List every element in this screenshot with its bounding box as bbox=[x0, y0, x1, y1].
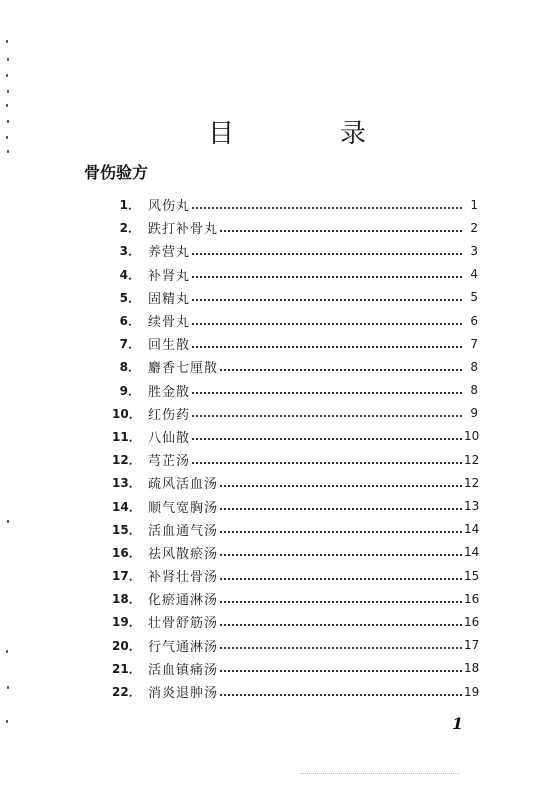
toc-entry[interactable] bbox=[112, 286, 478, 309]
toc-dot-leader bbox=[220, 578, 462, 580]
toc-entry-title: 疏风活血汤 bbox=[148, 477, 219, 493]
toc-entry-page: 15 bbox=[464, 568, 480, 583]
toc-entry-page: 14 bbox=[464, 522, 480, 537]
toc-dot-leader bbox=[220, 647, 462, 649]
toc-entry-page: 7 bbox=[470, 336, 478, 351]
toc-entry-page: 12 bbox=[464, 452, 480, 467]
toc-entry-title: 红伤药 bbox=[148, 407, 191, 423]
toc-entry-title: 祛风散瘀汤 bbox=[148, 546, 219, 562]
toc-entry[interactable] bbox=[112, 309, 478, 332]
toc-entry[interactable] bbox=[112, 564, 478, 587]
toc-dot-leader bbox=[192, 438, 462, 440]
toc-entry-number: 17． bbox=[112, 569, 141, 584]
toc-entry-title: 消炎退肿汤 bbox=[148, 686, 219, 702]
toc-entry-number: 19． bbox=[112, 615, 141, 630]
toc-entry-number: 22． bbox=[112, 685, 141, 700]
toc-entry-page: 2 bbox=[470, 220, 478, 235]
toc-dot-leader bbox=[220, 508, 462, 510]
toc-entry-title: 补肾壮骨汤 bbox=[148, 570, 219, 586]
toc-entry-title: 壮骨舒筋汤 bbox=[148, 616, 219, 632]
toc-entry[interactable] bbox=[112, 193, 478, 216]
toc-dot-leader bbox=[220, 694, 462, 696]
toc-entry-page: 9 bbox=[470, 406, 478, 421]
table-of-contents bbox=[112, 193, 478, 703]
toc-dot-leader bbox=[192, 462, 462, 464]
toc-dot-leader bbox=[192, 299, 462, 301]
toc-dot-leader bbox=[220, 554, 462, 556]
toc-entry[interactable] bbox=[112, 425, 478, 448]
toc-entry-title: 养营丸 bbox=[148, 245, 191, 261]
toc-entry-page: 13 bbox=[464, 499, 480, 514]
toc-entry[interactable] bbox=[112, 494, 478, 517]
toc-entry[interactable] bbox=[112, 263, 478, 286]
toc-entry-page: 5 bbox=[470, 290, 478, 305]
scan-smudge bbox=[300, 772, 460, 774]
toc-entry-page: 19 bbox=[464, 684, 480, 699]
toc-entry-number: 6． bbox=[119, 314, 140, 329]
toc-entry-title: 胜金散 bbox=[148, 384, 191, 400]
toc-entry-page: 17 bbox=[464, 638, 480, 653]
toc-dot-leader bbox=[192, 415, 462, 417]
toc-dot-leader bbox=[220, 485, 462, 487]
toc-dot-leader bbox=[192, 253, 462, 255]
toc-entry-number: 5． bbox=[119, 290, 140, 305]
toc-entry[interactable] bbox=[112, 471, 478, 494]
toc-entry-page: 10 bbox=[464, 429, 480, 444]
toc-entry-number: 2． bbox=[119, 221, 140, 236]
toc-entry[interactable] bbox=[112, 541, 478, 564]
toc-entry-page: 16 bbox=[464, 591, 480, 606]
section-heading: 骨伤验方 bbox=[84, 163, 149, 182]
toc-entry-title: 麝香七厘散 bbox=[148, 361, 219, 377]
toc-entry-page: 3 bbox=[470, 243, 478, 258]
toc-entry-number: 13． bbox=[112, 476, 141, 491]
toc-entry-page: 12 bbox=[464, 475, 480, 490]
toc-entry[interactable] bbox=[112, 518, 478, 541]
toc-entry[interactable] bbox=[112, 587, 478, 610]
toc-dot-leader bbox=[192, 346, 462, 348]
toc-entry-number: 4． bbox=[119, 267, 140, 282]
toc-entry-title: 活血通气汤 bbox=[148, 523, 219, 539]
toc-entry[interactable] bbox=[112, 610, 478, 633]
toc-dot-leader bbox=[220, 624, 462, 626]
toc-entry-title: 续骨丸 bbox=[148, 315, 191, 331]
toc-entry-page: 16 bbox=[464, 614, 480, 629]
toc-dot-leader bbox=[192, 392, 462, 394]
toc-entry-number: 14． bbox=[112, 499, 141, 514]
toc-entry-title: 化瘀通淋汤 bbox=[148, 593, 219, 609]
toc-entry-number: 1． bbox=[119, 198, 140, 213]
toc-entry[interactable] bbox=[112, 216, 478, 239]
toc-entry-number: 10． bbox=[112, 406, 141, 421]
toc-entry-page: 8 bbox=[470, 359, 478, 374]
toc-entry-title: 固精丸 bbox=[148, 291, 191, 307]
toc-entry-page: 4 bbox=[470, 267, 478, 282]
toc-entry[interactable] bbox=[112, 239, 478, 262]
toc-entry-page: 8 bbox=[470, 383, 478, 398]
toc-entry-page: 14 bbox=[464, 545, 480, 560]
toc-entry-number: 8． bbox=[119, 360, 140, 375]
toc-entry-number: 3． bbox=[119, 244, 140, 259]
toc-dot-leader bbox=[220, 670, 462, 672]
toc-entry-title: 回生散 bbox=[148, 338, 191, 354]
toc-entry-title: 八仙散 bbox=[148, 430, 191, 446]
toc-entry-number: 7． bbox=[119, 337, 140, 352]
toc-entry[interactable] bbox=[112, 634, 478, 657]
toc-entry[interactable] bbox=[112, 680, 478, 703]
toc-dot-leader bbox=[220, 369, 462, 371]
toc-entry-page: 6 bbox=[470, 313, 478, 328]
toc-entry-number: 12． bbox=[112, 453, 141, 468]
toc-entry-title: 顺气宽胸汤 bbox=[148, 500, 219, 516]
toc-entry-title: 跌打补骨丸 bbox=[148, 222, 219, 238]
toc-entry-number: 9． bbox=[119, 383, 140, 398]
toc-entry[interactable] bbox=[112, 332, 478, 355]
toc-entry-number: 21． bbox=[112, 661, 141, 676]
toc-entry-number: 16． bbox=[112, 545, 141, 560]
page-title: 目 录 bbox=[207, 119, 406, 149]
toc-entry-title: 芎芷汤 bbox=[148, 454, 191, 470]
toc-entry[interactable] bbox=[112, 379, 478, 402]
toc-dot-leader bbox=[192, 207, 462, 209]
toc-entry-number: 20． bbox=[112, 638, 141, 653]
toc-entry[interactable] bbox=[112, 448, 478, 471]
toc-entry-number: 18． bbox=[112, 592, 141, 607]
toc-entry[interactable] bbox=[112, 657, 478, 680]
toc-entry-page: 1 bbox=[470, 197, 478, 212]
toc-entry-title: 行气通淋汤 bbox=[148, 639, 219, 655]
toc-entry-number: 11． bbox=[112, 429, 141, 444]
toc-dot-leader bbox=[220, 230, 462, 232]
page-number: 1 bbox=[452, 714, 464, 733]
toc-dot-leader bbox=[220, 531, 462, 533]
toc-entry[interactable] bbox=[112, 355, 478, 378]
toc-dot-leader bbox=[220, 601, 462, 603]
toc-entry-title: 活血镇痛汤 bbox=[148, 662, 219, 678]
toc-dot-leader bbox=[192, 276, 462, 278]
toc-dot-leader bbox=[192, 323, 462, 325]
toc-entry-page: 18 bbox=[464, 661, 480, 676]
toc-entry-number: 15． bbox=[112, 522, 141, 537]
toc-entry-title: 风伤丸 bbox=[148, 199, 191, 215]
toc-entry[interactable] bbox=[112, 402, 478, 425]
toc-entry-title: 补肾丸 bbox=[148, 268, 191, 284]
